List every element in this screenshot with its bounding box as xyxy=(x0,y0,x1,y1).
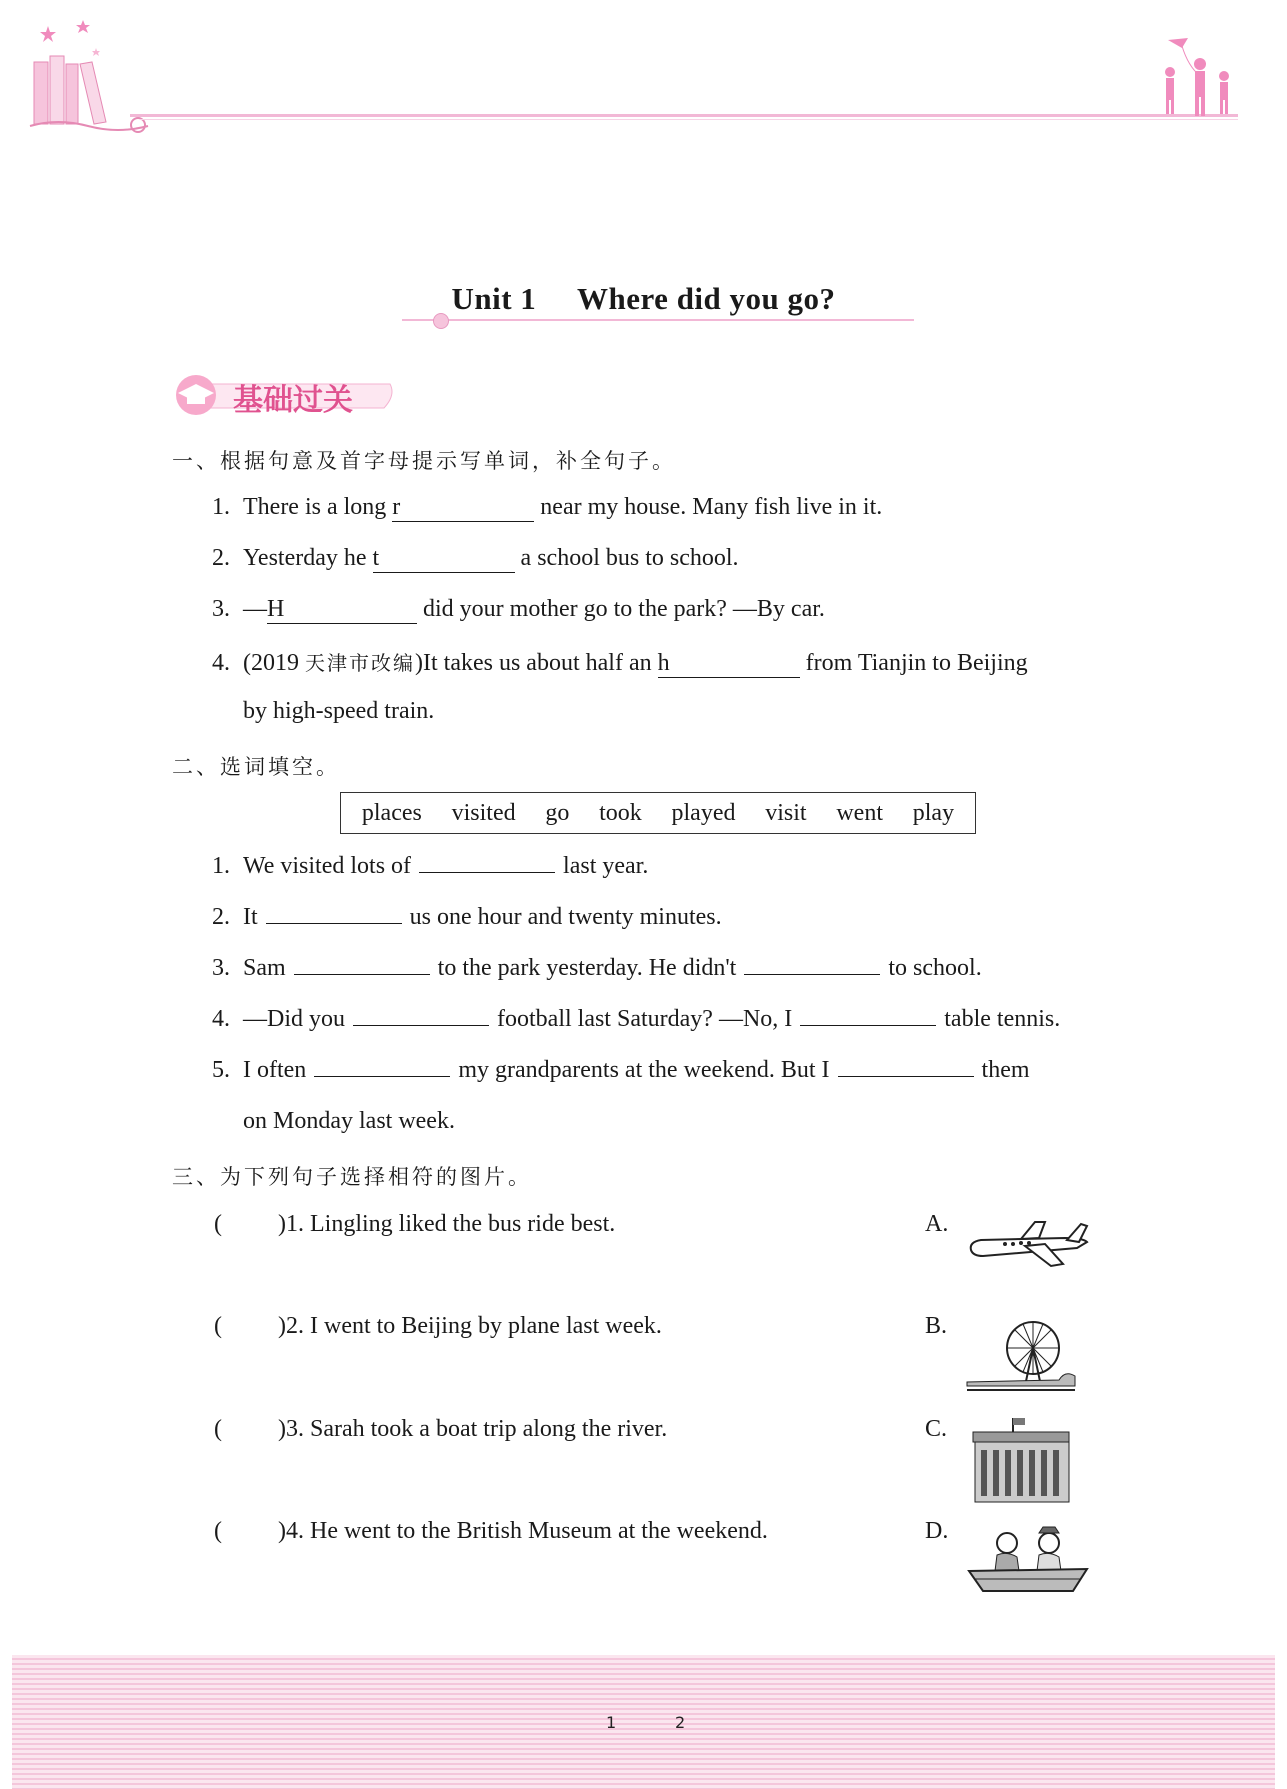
answer-blank[interactable]: r xyxy=(392,494,534,522)
part2-item-5-cont: on Monday last week. xyxy=(243,1108,455,1134)
part2-heading: 二、选词填空。 xyxy=(172,755,340,779)
part2-item-5: 5. I often my grandparents at the weekend. But I them xyxy=(212,1057,1030,1083)
part2-item-1: 1. We visited lots of last year. xyxy=(212,853,649,879)
part3-sentence-4: )4. He went to the British Museum at the weekend. xyxy=(278,1518,768,1544)
part2-item-2: 2. It us one hour and twenty minutes. xyxy=(212,904,722,930)
word-bank-item: go xyxy=(545,799,570,826)
books-stars-logo xyxy=(28,18,153,136)
answer-blank[interactable] xyxy=(800,1024,936,1026)
part3-heading: 三、为下列句子选择相符的图片。 xyxy=(172,1165,532,1189)
answer-blank[interactable] xyxy=(744,973,880,975)
option-letter-b: B. xyxy=(925,1313,948,1339)
part1-item-3: 3. —H did your mother go to the park? —By car. xyxy=(212,596,825,622)
answer-blank[interactable] xyxy=(266,922,402,924)
airplane-icon xyxy=(965,1212,1095,1272)
word-bank-item: visited xyxy=(451,799,516,826)
title-underline xyxy=(402,319,914,321)
part3-sentence-3: )3. Sarah took a boat trip along the river. xyxy=(278,1416,668,1442)
header-rule xyxy=(130,114,1238,117)
title-dot xyxy=(433,313,449,329)
answer-paren-2[interactable]: ( xyxy=(214,1313,222,1339)
unit-title: Where did you go? xyxy=(576,281,836,316)
header-rule-thin xyxy=(140,119,1238,120)
option-letter-a: A. xyxy=(925,1211,949,1237)
answer-paren-3[interactable]: ( xyxy=(214,1416,222,1442)
boat-trip-icon xyxy=(965,1525,1091,1595)
answer-paren-4[interactable]: ( xyxy=(214,1518,222,1544)
word-bank xyxy=(340,792,976,834)
answer-blank[interactable] xyxy=(314,1075,450,1077)
part3-sentence-1: )1. Lingling liked the bus ride best. xyxy=(278,1211,616,1237)
section-badge-label: 基础过关 xyxy=(233,383,353,418)
museum-building-icon xyxy=(965,1416,1077,1504)
part1-item-2: 2. Yesterday he t a school bus to school. xyxy=(212,545,739,571)
option-letter-d: D. xyxy=(925,1518,949,1544)
word-bank-item: went xyxy=(836,799,883,826)
answer-blank[interactable]: t xyxy=(373,545,515,573)
children-kite-silhouette xyxy=(1158,36,1238,118)
answer-blank[interactable] xyxy=(419,871,555,873)
word-bank-item: visit xyxy=(765,799,807,826)
part1-heading: 一、根据句意及首字母提示写单词，补全句子。 xyxy=(172,449,676,473)
answer-blank[interactable]: h xyxy=(658,650,800,678)
part1-item-1: 1. There is a long r near my house. Many fish live in it. xyxy=(212,494,883,520)
page-number-right: 2 xyxy=(675,1713,686,1732)
part1-item-4: 4. (2019 天津市改编)It takes us about half an h from Tianjin to Beijing xyxy=(212,650,1028,676)
answer-blank[interactable] xyxy=(294,973,430,975)
page-title xyxy=(0,281,1287,317)
part2-item-4: 4. —Did you football last Saturday? —No, I table tennis. xyxy=(212,1006,1061,1032)
word-bank-item: took xyxy=(599,799,642,826)
answer-blank[interactable] xyxy=(353,1024,489,1026)
part2-item-3: 3. Sam to the park yesterday. He didn't to school. xyxy=(212,955,982,981)
word-bank-item: places xyxy=(361,799,422,826)
page-number-left: 1 xyxy=(606,1713,617,1732)
word-bank-item: played xyxy=(671,799,736,826)
footer-band xyxy=(12,1655,1275,1789)
option-letter-c: C. xyxy=(925,1416,948,1442)
word-bank-item: play xyxy=(912,799,955,826)
part1-item-4-cont: by high-speed train. xyxy=(243,698,435,724)
source-hint: 天津市改编 xyxy=(305,651,415,675)
answer-blank[interactable]: H xyxy=(267,596,417,624)
answer-blank[interactable] xyxy=(838,1075,974,1077)
ferris-wheel-icon xyxy=(965,1316,1077,1392)
part3-sentence-2: )2. I went to Beijing by plane last week. xyxy=(278,1313,662,1339)
answer-paren-1[interactable]: ( xyxy=(214,1211,222,1237)
unit-label: Unit 1 xyxy=(451,281,537,316)
